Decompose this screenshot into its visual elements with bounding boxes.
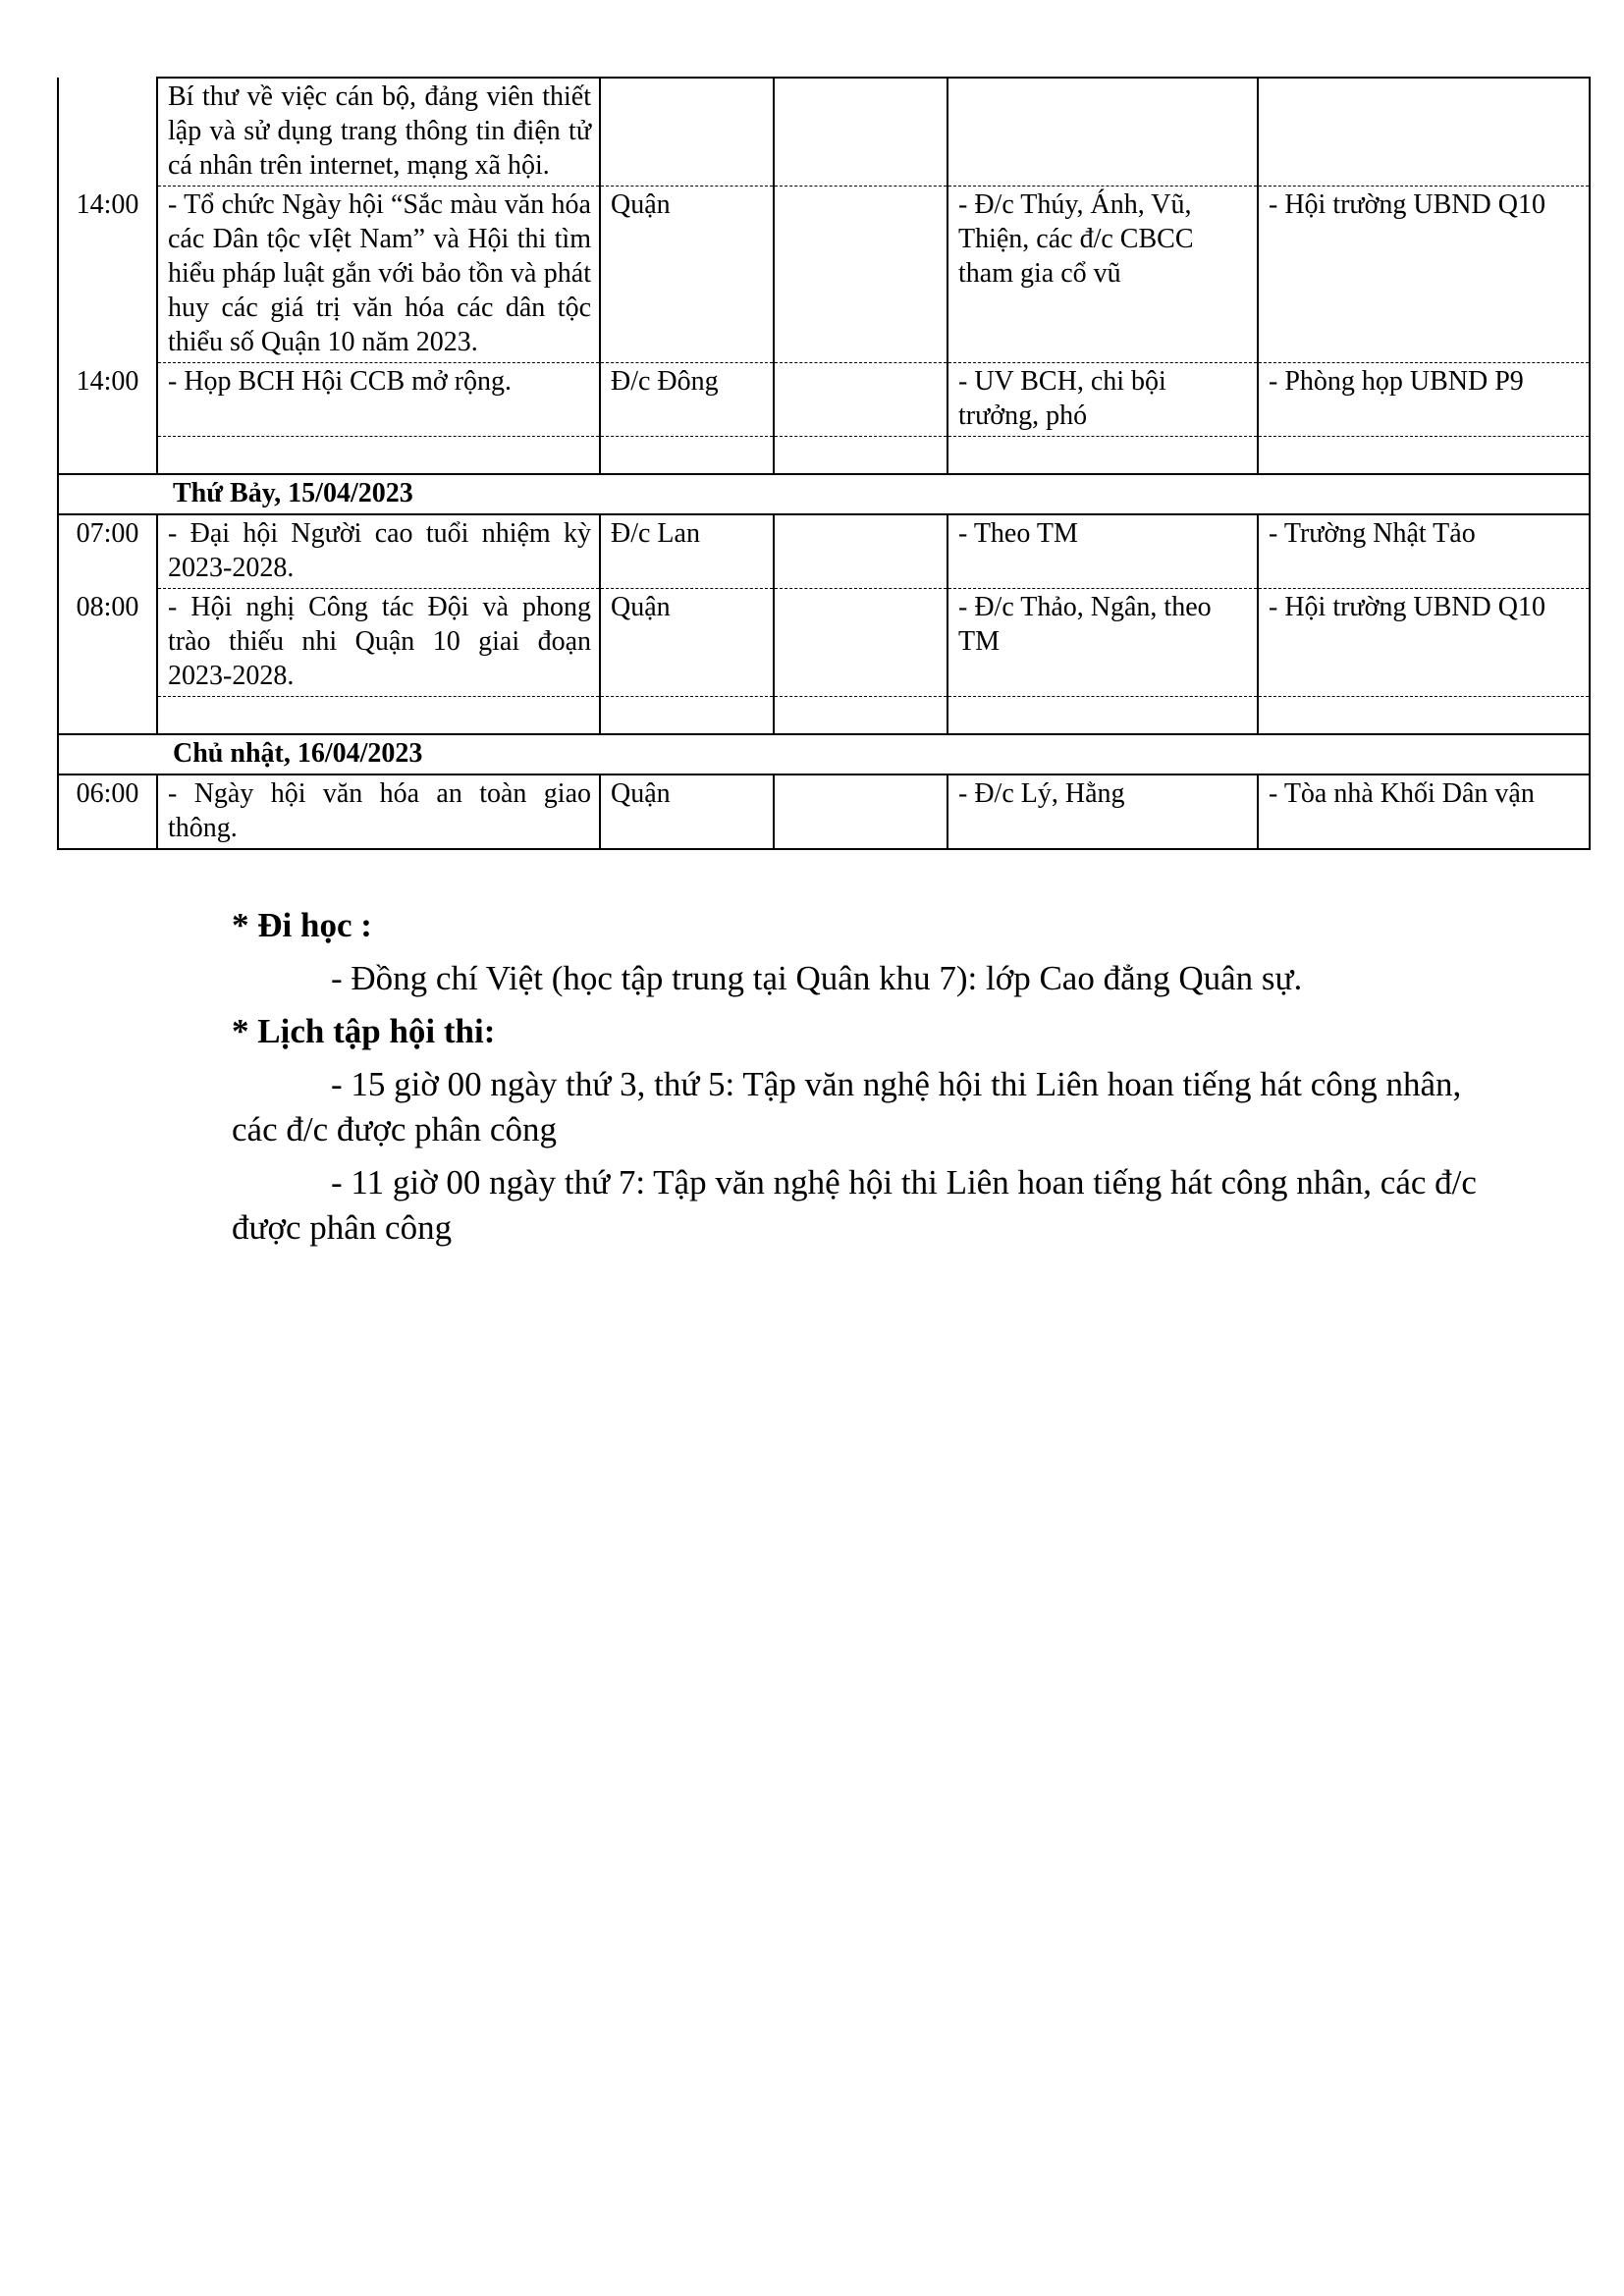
day-title: Thứ Bảy, 15/04/2023 <box>58 474 1590 514</box>
location-cell: - Hội trường UBND Q10 <box>1258 589 1590 697</box>
lead-cell <box>600 78 774 187</box>
schedule-row <box>58 78 1590 187</box>
schedule-row <box>58 774 1590 849</box>
rehearsal-heading: * Lịch tập hội thi: <box>232 1012 496 1050</box>
content-cell: - Đại hội Người cao tuổi nhiệm kỳ 2023-2028. <box>157 514 600 589</box>
extra-cell <box>774 363 947 437</box>
participants-cell: - Đ/c Thảo, Ngân, theo TM <box>947 589 1258 697</box>
lead-cell: Quận <box>600 774 774 849</box>
location-cell: - Hội trường UBND Q10 <box>1258 187 1590 363</box>
notes-section <box>232 903 1508 1251</box>
lead-cell: Quận <box>600 187 774 363</box>
participants-cell: - UV BCH, chi bội trưởng, phó <box>947 363 1258 437</box>
study-heading: * Đi học : <box>232 906 372 944</box>
time-cell: 14:00 <box>58 187 157 363</box>
participants-cell: - Đ/c Thúy, Ánh, Vũ, Thiện, các đ/c CBCC tham gia cổ vũ <box>947 187 1258 363</box>
content-cell: - Tổ chức Ngày hội “Sắc màu văn hóa các Dân tộc vIệt Nam” và Hội thi tìm hiểu pháp luật gắn với bảo tồn và phát huy các giá trị văn hóa các dân tộc thiểu số Quận 10 năm 2023. <box>157 187 600 363</box>
blank-row <box>58 437 1590 475</box>
participants-cell: - Đ/c Lý, Hằng <box>947 774 1258 849</box>
rehearsal-item: - 11 giờ 00 ngày thứ 7: Tập văn nghệ hội thi Liên hoan tiếng hát công nhân, các đ/c được phân công <box>232 1163 1477 1247</box>
content-cell: Bí thư về việc cán bộ, đảng viên thiết lập và sử dụng trang thông tin điện tử cá nhân trên internet, mạng xã hội. <box>157 78 600 187</box>
location-cell: - Phòng họp UBND P9 <box>1258 363 1590 437</box>
schedule-row <box>58 187 1590 363</box>
time-cell: 14:00 <box>58 363 157 437</box>
extra-cell <box>774 514 947 589</box>
content-cell: - Ngày hội văn hóa an toàn giao thông. <box>157 774 600 849</box>
time-cell: 08:00 <box>58 589 157 697</box>
content-cell: - Họp BCH Hội CCB mở rộng. <box>157 363 600 437</box>
rehearsal-item: - 15 giờ 00 ngày thứ 3, thứ 5: Tập văn nghệ hội thi Liên hoan tiếng hát công nhân, các đ/c được phân công <box>232 1065 1462 1148</box>
schedule-table <box>57 77 1591 850</box>
lead-cell: Đ/c Lan <box>600 514 774 589</box>
day-header-saturday <box>58 474 1590 514</box>
time-cell: 06:00 <box>58 774 157 849</box>
location-cell: - Trường Nhật Tảo <box>1258 514 1590 589</box>
lead-cell: Đ/c Đông <box>600 363 774 437</box>
study-item: - Đồng chí Việt (học tập trung tại Quân khu 7): lớp Cao đẳng Quân sự. <box>331 959 1303 997</box>
day-header-sunday <box>58 734 1590 774</box>
location-cell: - Tòa nhà Khối Dân vận <box>1258 774 1590 849</box>
lead-cell: Quận <box>600 589 774 697</box>
day-title: Chủ nhật, 16/04/2023 <box>58 734 1590 774</box>
extra-cell <box>774 78 947 187</box>
content-cell: - Hội nghị Công tác Đội và phong trào thiếu nhi Quận 10 giai đoạn 2023-2028. <box>157 589 600 697</box>
schedule-row <box>58 514 1590 589</box>
participants-cell: - Theo TM <box>947 514 1258 589</box>
schedule-row <box>58 363 1590 437</box>
time-cell <box>58 78 157 187</box>
extra-cell <box>774 187 947 363</box>
extra-cell <box>774 774 947 849</box>
participants-cell <box>947 78 1258 187</box>
location-cell <box>1258 78 1590 187</box>
extra-cell <box>774 589 947 697</box>
blank-row <box>58 697 1590 735</box>
time-cell: 07:00 <box>58 514 157 589</box>
schedule-row <box>58 589 1590 697</box>
